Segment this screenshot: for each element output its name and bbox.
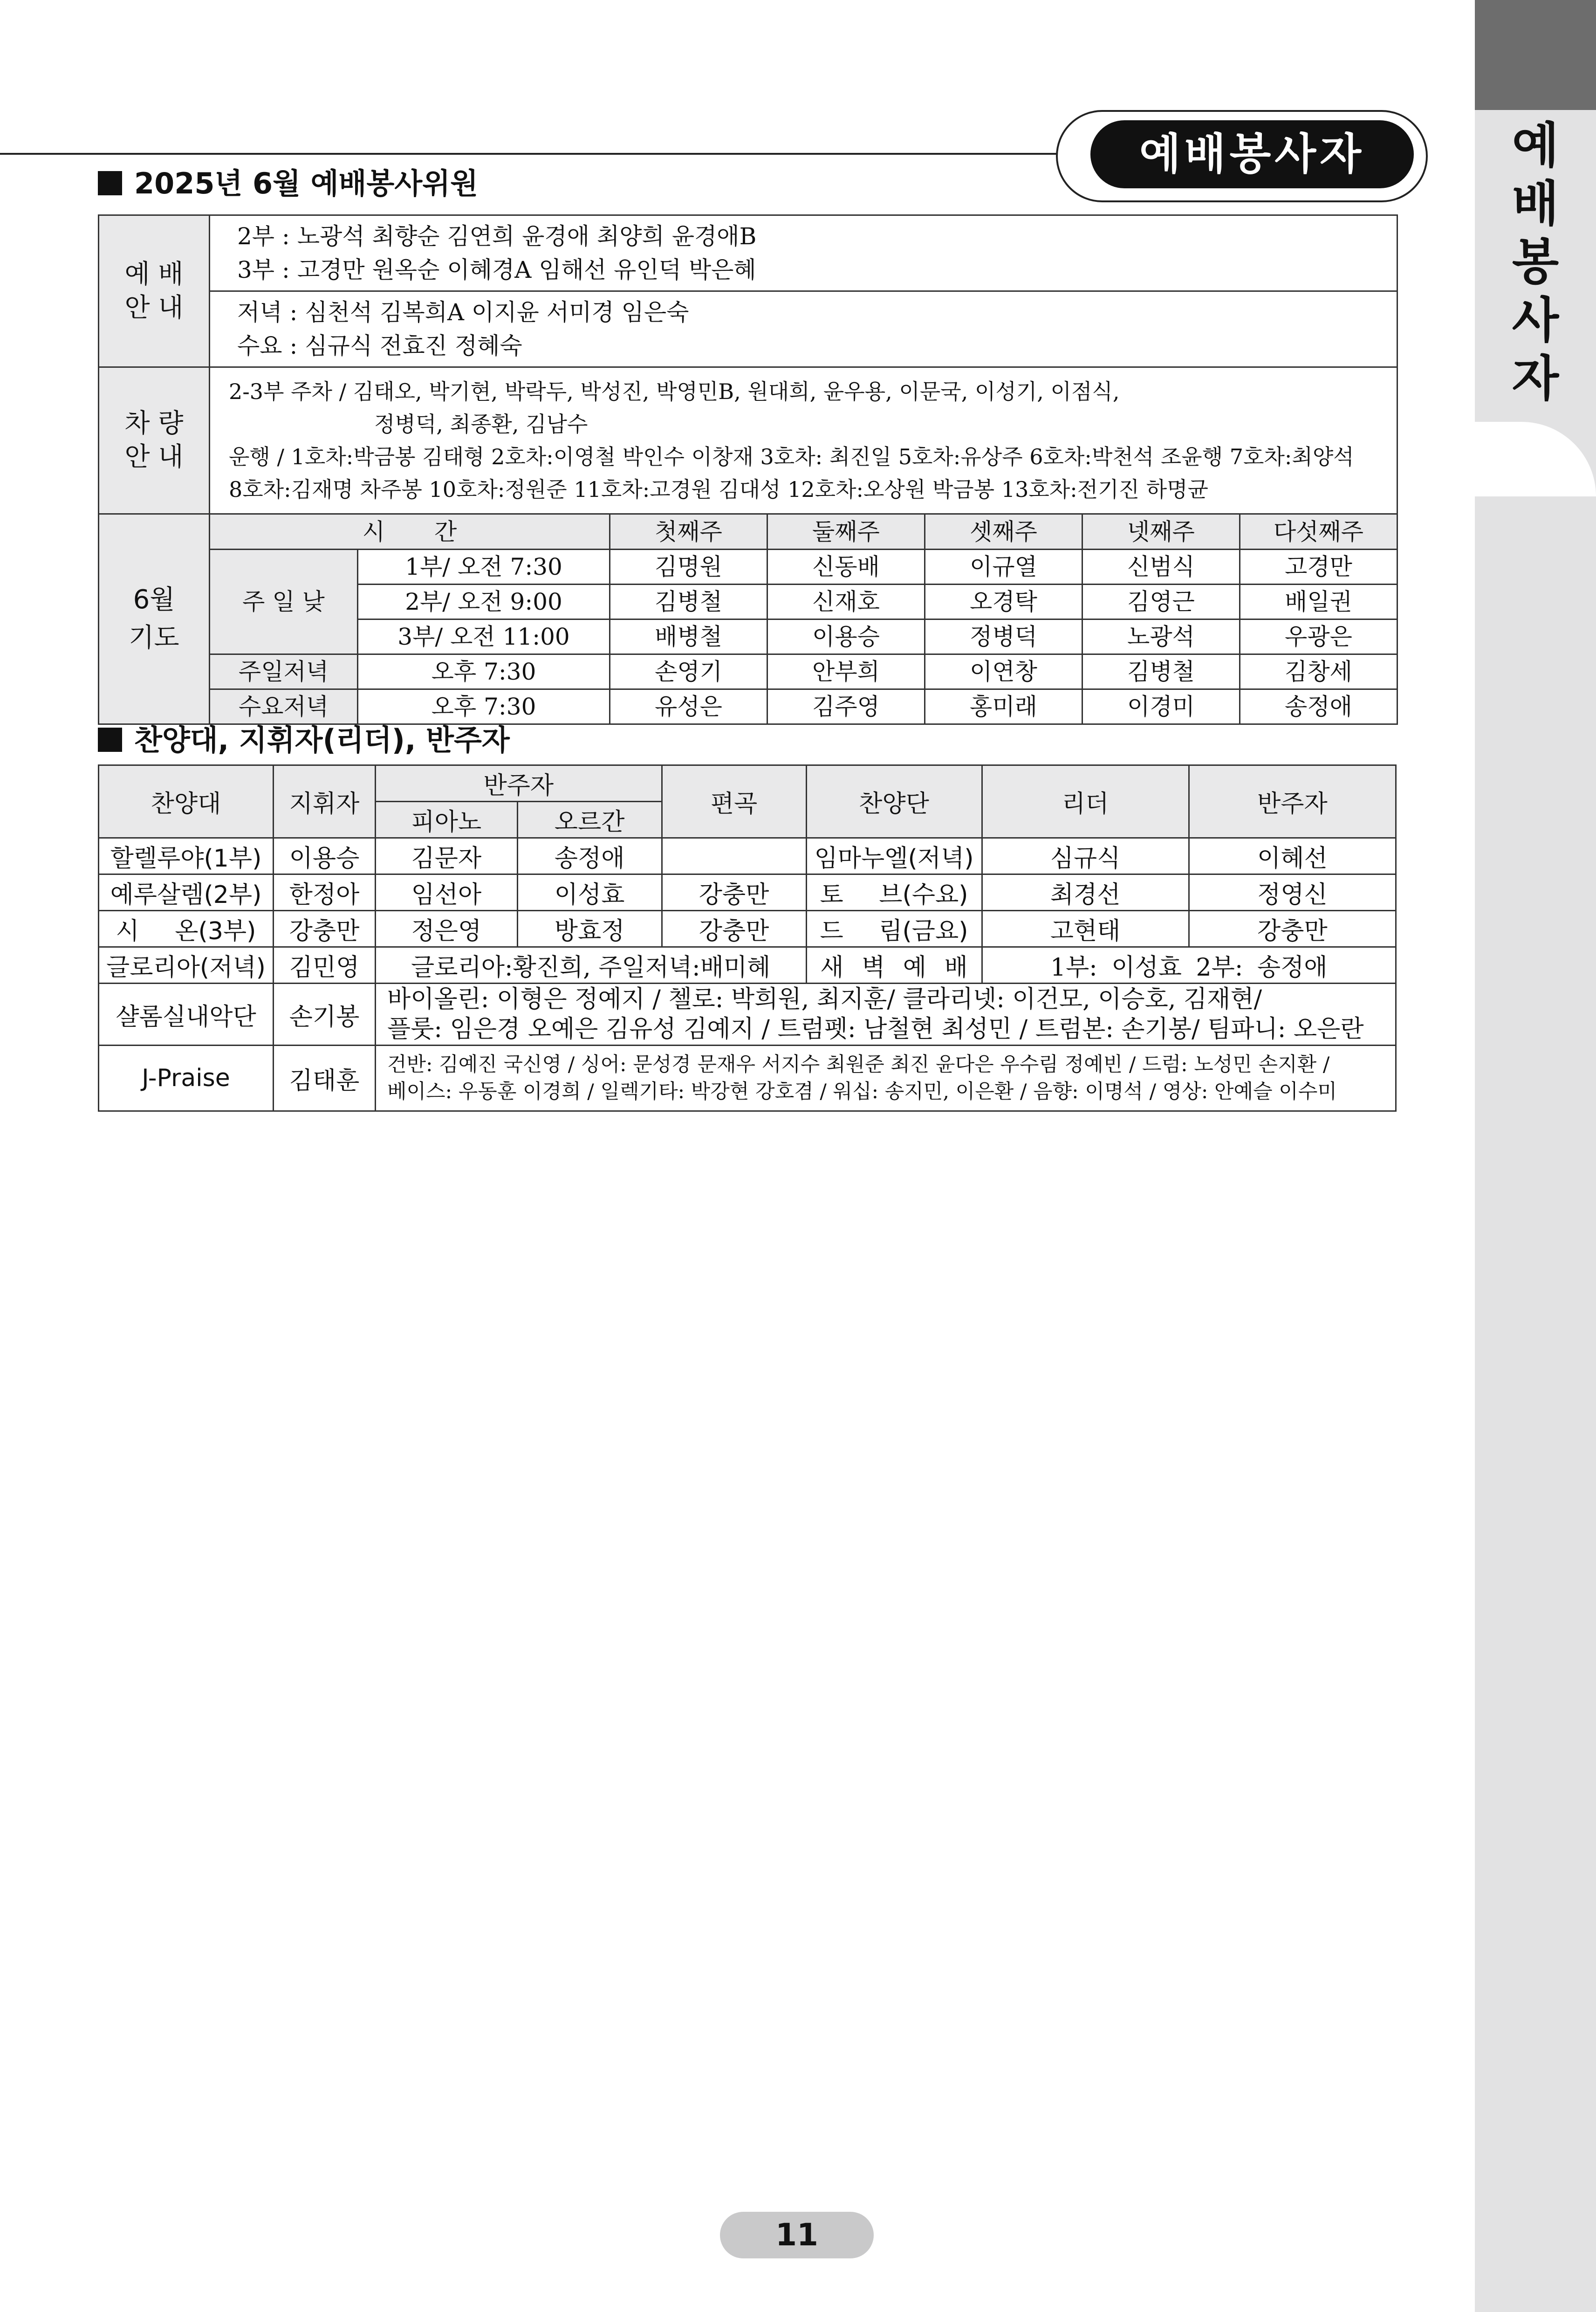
team-header: 찬양단 [806,765,982,838]
accompanist2-header: 반주자 [1189,765,1396,838]
conductor-name: 한정아 [273,874,375,911]
prayer-name: 손영기 [610,654,767,689]
dawn-accompanists: 1부: 이성효 2부: 송정애 [982,947,1396,984]
worship-service-list: 2부 : 노광석 최향순 김연희 윤경애 최양희 윤경애B 3부 : 고경만 원옥순 이혜경A 임해선 유인덕 박은혜 [210,215,1397,291]
prayer-name: 배병철 [610,619,767,654]
team-name: 토 브(수요) [806,874,982,911]
gloria-row [99,947,1396,984]
team-name: 드 림(금요) [806,911,982,947]
prayer-name: 송정애 [1240,689,1397,724]
week-header: 첫째주 [610,514,767,550]
header-rule [0,153,1062,155]
jpraise-row [99,1046,1396,1111]
prayer-name: 신재호 [767,585,925,619]
conductor-header: 지휘자 [273,765,375,838]
side-tab-char: 배 [1512,175,1559,232]
ensemble-members: 건반: 김예진 국신영 / 싱어: 문성경 문재우 서지수 최원준 최진 윤다은 우수림 정예빈 / 드럼: 노성민 손지환 / 베이스: 우동훈 이경희 / 일렉기타: 박강현 강호겸 / 워십: 송지민, 이은환 / 음향: 이명석 / 영상: 안예슬 이수미 [375,1046,1396,1111]
prayer-label: 6월 기도 [99,514,210,724]
service-slot: 오후 7:30 [358,654,610,689]
conductor-name: 김민영 [273,947,375,984]
worship-row-b [99,291,1397,367]
shalom-row [99,984,1396,1046]
section-title-text: 2025년 6월 예배봉사위원 [134,166,479,200]
prayer-name: 김창세 [1240,654,1397,689]
choir-table [98,764,1397,1112]
section-title-text: 찬양대, 지휘자(리더), 반주자 [134,723,510,757]
accompanist-name: 이혜선 [1189,838,1396,874]
piano-header: 피아노 [375,802,517,838]
choir-row [99,911,1396,947]
prayer-name: 안부희 [767,654,925,689]
choir-header: 찬양대 [99,765,274,838]
square-bullet-icon [98,171,122,195]
organ-name: 방효정 [517,911,662,947]
ensemble-members: 바이올린: 이형은 정예지 / 첼로: 박희원, 최지훈/ 클라리넷: 이건모, 이승호, 김재현/ 플룻: 임은경 오예은 김유성 김예지 / 트럼펫: 남철현 최성민 / 트럼본: 손기봉/ 팀파니: 오은란 [375,984,1396,1046]
arrangement-name: 강충만 [662,911,806,947]
prayer-row [99,550,1397,585]
header-badge: 예배봉사자 [1090,120,1414,188]
conductor-name: 강충만 [273,911,375,947]
week-header: 둘째주 [767,514,925,550]
prayer-name: 정병덕 [925,619,1082,654]
leader-name: 고현태 [982,911,1189,947]
worship-evening-list: 저녁 : 심천석 김복희A 이지윤 서미경 임은숙 수요 : 심규식 전효진 정혜숙 [210,291,1397,367]
prayer-name: 노광석 [1082,619,1240,654]
prayer-header-row [99,514,1397,550]
choir-name: 시 온(3부) [99,911,274,947]
vehicle-label: 차 량 안 내 [99,367,210,514]
arrangement-header: 편곡 [662,765,806,838]
prayer-name: 홍미래 [925,689,1082,724]
side-tab-label [1496,117,1575,408]
ensemble-name: 샬롬실내악단 [99,984,274,1046]
side-tab-char: 자 [1512,350,1559,407]
choir-name: 할렐루야(1부) [99,838,274,874]
organ-name: 송정애 [517,838,662,874]
prayer-name: 신범식 [1082,550,1240,585]
prayer-name: 김병철 [1082,654,1240,689]
vehicle-list: 2-3부 주차 / 김태오, 박기현, 박락두, 박성진, 박영민B, 원대희, 윤우용, 이문국, 이성기, 이점식, 정병덕, 최종환, 김남수 운행 / 1호차:박금봉 김태형 2호차:이영철 박인수 이창재 3호차: 최진일 5호차:유상주 6호차:박천석 조윤행 7호차:최양석 8호차:김재명 차주봉 10호차:정원준 11호차:고경원 김대성 12호차:오상원 박금봉 13호차:전기진 하명균 [210,367,1397,514]
prayer-name: 우광은 [1240,619,1397,654]
square-bullet-icon [98,728,122,752]
choir-name: 예루살렘(2부) [99,874,274,911]
prayer-evening-row [99,654,1397,689]
week-header: 넷째주 [1082,514,1240,550]
page-number: 11 [720,2212,874,2258]
prayer-name: 김영근 [1082,585,1240,619]
organ-header: 오르간 [517,802,662,838]
prayer-name: 김주영 [767,689,925,724]
prayer-evening-row [99,689,1397,724]
arrangement-name: 강충만 [662,874,806,911]
side-tab-char: 봉 [1512,234,1559,290]
accompanist-name: 강충만 [1189,911,1396,947]
choir-row [99,838,1396,874]
ensemble-name: J-Praise [99,1046,274,1111]
choir-name: 글로리아(저녁) [99,947,274,984]
prayer-name: 유성은 [610,689,767,724]
week-header: 셋째주 [925,514,1082,550]
team-name: 새 벽 예 배 [806,947,982,984]
side-tab-char: 예 [1512,117,1559,174]
volunteer-table [98,214,1398,725]
choir-header-row [99,765,1396,802]
conductor-name: 손기봉 [273,984,375,1046]
evening-label: 주일저녁 [210,654,358,689]
piano-name: 김문자 [375,838,517,874]
prayer-name: 이경미 [1082,689,1240,724]
prayer-name: 배일권 [1240,585,1397,619]
conductor-name: 이용승 [273,838,375,874]
team-name: 임마누엘(저녁) [806,838,982,874]
sunday-day-label: 주 일 낮 [210,550,358,654]
leader-name: 심규식 [982,838,1189,874]
prayer-name: 신동배 [767,550,925,585]
side-tab-top [1475,0,1596,110]
week-header: 다섯째주 [1240,514,1397,550]
leader-header: 리더 [982,765,1189,838]
prayer-name: 김명원 [610,550,767,585]
accompanist-name: 정영신 [1189,874,1396,911]
time-header: 시 간 [210,514,610,550]
service-slot: 3부/ 오전 11:00 [358,619,610,654]
side-tab-char: 사 [1512,292,1559,349]
service-slot: 오후 7:30 [358,689,610,724]
worship-row-a [99,215,1397,291]
arrangement-name [662,838,806,874]
prayer-name: 이용승 [767,619,925,654]
worship-label: 예 배 안 내 [99,215,210,367]
evening-label: 수요저녁 [210,689,358,724]
vehicle-row [99,367,1397,514]
prayer-name: 고경만 [1240,550,1397,585]
prayer-name: 이규열 [925,550,1082,585]
service-slot: 2부/ 오전 9:00 [358,585,610,619]
prayer-name: 김병철 [610,585,767,619]
section-title-choir [98,722,510,759]
prayer-name: 오경탁 [925,585,1082,619]
accompanist-header: 반주자 [375,765,662,802]
service-slot: 1부/ 오전 7:30 [358,550,610,585]
choir-row [99,874,1396,911]
conductor-name: 김태훈 [273,1046,375,1111]
leader-name: 최경선 [982,874,1189,911]
prayer-name: 이연창 [925,654,1082,689]
piano-name: 임선아 [375,874,517,911]
section-title-volunteers [98,165,478,202]
piano-name: 정은영 [375,911,517,947]
organ-name: 이성효 [517,874,662,911]
gloria-accompanists: 글로리아:황진희, 주일저녁:배미혜 [375,947,806,984]
